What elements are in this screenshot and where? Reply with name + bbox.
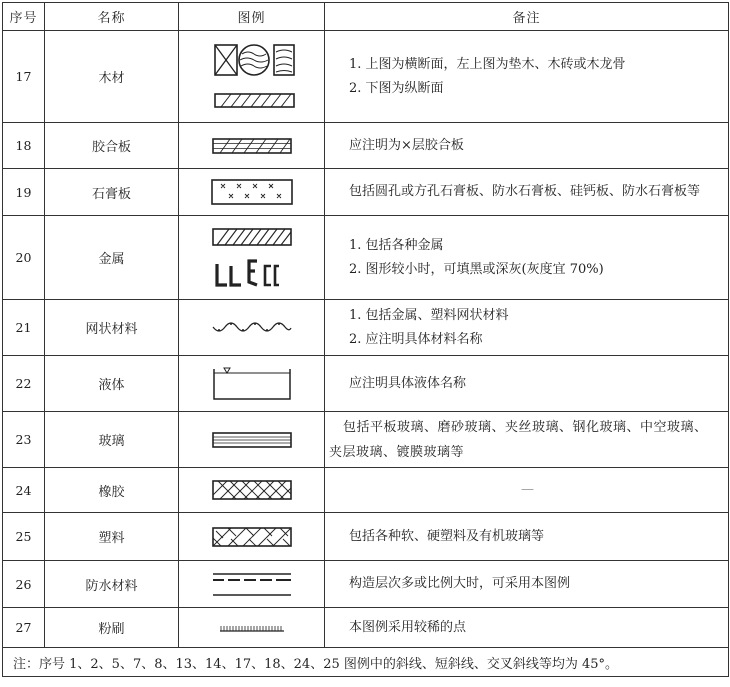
table-row [3, 608, 729, 648]
row-name: 木材 [45, 31, 179, 123]
footnote: 注：序号 1、2、5、7、8、13、14、17、18、24、25 图例中的斜线、短斜线、交叉斜线等均为 45°。 [3, 648, 729, 677]
row-num: 27 [3, 608, 45, 648]
row-name: 橡胶 [45, 468, 179, 513]
row-notes: 包括平板玻璃、磨砂玻璃、夹丝玻璃、钢化玻璃、中空玻璃、夹层玻璃、镀膜玻璃等 [325, 412, 729, 468]
row-name: 液体 [45, 356, 179, 412]
table-row [3, 31, 729, 123]
row-notes [325, 123, 729, 169]
row-num: 26 [3, 561, 45, 608]
note-line: 本图例采用较稀的点 [349, 619, 467, 635]
metal-legend-icon [179, 216, 325, 300]
row-name: 石膏板 [45, 169, 179, 216]
row-num: 25 [3, 513, 45, 561]
header-legend: 图例 [179, 3, 325, 31]
row-num: 24 [3, 468, 45, 513]
row-name: 玻璃 [45, 412, 179, 468]
note-line: 1. 包括各种金属 [349, 237, 444, 253]
row-name: 胶合板 [45, 123, 179, 169]
row-num: 23 [3, 412, 45, 468]
note-line: 构造层次多或比例大时，可采用本图例 [349, 576, 571, 591]
gypsum-legend-icon [179, 169, 325, 216]
row-notes [325, 561, 729, 608]
row-notes: — [325, 468, 729, 513]
row-notes [325, 169, 729, 216]
header-notes: 备注 [325, 3, 729, 31]
row-name: 塑料 [45, 513, 179, 561]
note-line: 1. 包括金属、塑料网状材料 [349, 307, 509, 323]
waterproof-legend-icon [179, 561, 325, 608]
row-name: 网状材料 [45, 300, 179, 356]
row-notes [325, 300, 729, 356]
row-name: 金属 [45, 216, 179, 300]
note-line: 1. 上图为横断面，左上图为垫木、木砖或木龙骨 [349, 56, 626, 72]
note-line: 包括圆孔或方孔石膏板、防水石膏板、硅钙板、防水石膏板等 [349, 184, 701, 199]
plastic-legend-icon [179, 513, 325, 561]
row-notes [325, 216, 729, 300]
row-name: 防水材料 [45, 561, 179, 608]
row-notes [325, 356, 729, 412]
note-line: 2. 图形较小时，可填黑或深灰(灰度宜 70%) [349, 261, 604, 277]
table-row [3, 412, 729, 468]
plywood-legend-icon [179, 123, 325, 169]
row-name: 粉刷 [45, 608, 179, 648]
wood-legend-icon [179, 31, 325, 123]
row-num: 19 [3, 169, 45, 216]
table-row [3, 300, 729, 356]
table-row [3, 561, 729, 608]
liquid-legend-icon [179, 356, 325, 412]
row-num: 21 [3, 300, 45, 356]
row-notes [325, 608, 729, 648]
row-num: 22 [3, 356, 45, 412]
header-name: 名称 [45, 3, 179, 31]
materials-legend-table [2, 2, 729, 677]
table-row [3, 356, 729, 412]
row-notes [325, 31, 729, 123]
footnote-row [3, 648, 729, 677]
note-line: 包括各种软、硬塑料及有机玻璃等 [349, 528, 545, 544]
plaster-legend-icon [179, 608, 325, 648]
row-num: 20 [3, 216, 45, 300]
mesh-legend-icon [179, 300, 325, 356]
table-row [3, 216, 729, 300]
note-line: 应注明为×层胶合板 [349, 137, 464, 153]
row-num: 17 [3, 31, 45, 123]
header-row [3, 3, 729, 31]
note-line: 2. 应注明具体材料名称 [349, 331, 483, 347]
table-row [3, 468, 729, 513]
row-num: 18 [3, 123, 45, 169]
table-row [3, 123, 729, 169]
note-line: 2. 下图为纵断面 [349, 80, 444, 96]
glass-legend-icon [179, 412, 325, 468]
table-row [3, 513, 729, 561]
header-num: 序号 [3, 3, 45, 31]
row-notes [325, 513, 729, 561]
rubber-legend-icon [179, 468, 325, 513]
note-line: 应注明具体液体名称 [349, 375, 467, 391]
table-row [3, 169, 729, 216]
